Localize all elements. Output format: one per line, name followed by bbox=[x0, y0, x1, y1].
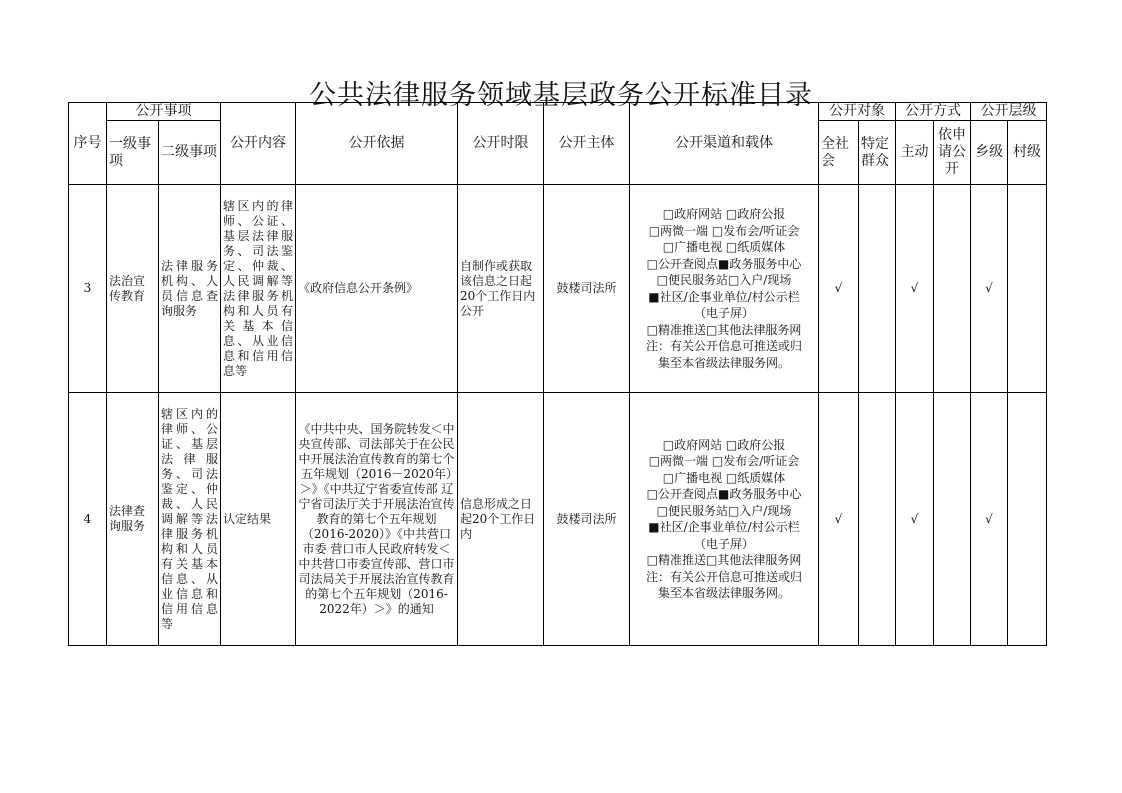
header-subject: 公开主体 bbox=[544, 103, 630, 185]
channel-line: □政府网站 □政府公报 bbox=[662, 207, 786, 221]
header-content: 公开内容 bbox=[221, 103, 296, 185]
channel-line: 注：有关公开信息可推送或归 bbox=[645, 569, 802, 584]
header-audience-group: 公开对象 bbox=[819, 103, 896, 121]
header-seq: 序号 bbox=[69, 103, 107, 185]
check-mode-active: √ bbox=[896, 185, 934, 393]
row-seq: 4 bbox=[69, 393, 107, 646]
row-level1: 法治宣传教育 bbox=[107, 185, 159, 393]
row-channels bbox=[630, 393, 819, 646]
check-audience-all: √ bbox=[819, 185, 859, 393]
check-level-village bbox=[1008, 393, 1047, 646]
header-mode-apply: 依申请公开 bbox=[934, 121, 971, 185]
row-content: 认定结果 bbox=[221, 393, 296, 646]
channel-line: □广播电视 □纸质媒体 bbox=[662, 470, 786, 485]
channel-line: □便民服务站□入户/现场 bbox=[656, 273, 792, 287]
header-group-row bbox=[69, 103, 1047, 121]
row-time-limit: 信息形成之日起20个工作日内 bbox=[458, 393, 544, 646]
header-time-limit: 公开时限 bbox=[458, 103, 544, 185]
channel-line: □广播电视 □纸质媒体 bbox=[662, 240, 786, 254]
row-seq: 3 bbox=[69, 185, 107, 393]
header-level-township: 乡级 bbox=[971, 121, 1008, 185]
header-level2: 二级事项 bbox=[159, 121, 221, 185]
header-level-group: 公开层级 bbox=[971, 103, 1047, 121]
header-channels: 公开渠道和载体 bbox=[630, 103, 819, 185]
check-level-village bbox=[1008, 185, 1047, 393]
channel-line: ■社区/企事业单位/村公示栏 bbox=[648, 289, 800, 304]
row-basis: 《中共中央、国务院转发＜中央宣传部、司法部关于在公民中开展法治宣传教育的第七个五年规划（2016－2020年）＞》《中共辽宁省委宣传部 辽宁省司法厅关于开展法治宣传教育的第七个五年规划（2016-2020）》《中共营口市委 营口市人民政府转发＜中共营口市委宣传部、营口市司法局关于开展法治宣传教育的第七个五年规划（2016-2022年）＞》的通知 bbox=[296, 393, 458, 646]
header-audience-specific: 特定群众 bbox=[859, 121, 896, 185]
row-subject: 鼓楼司法所 bbox=[544, 185, 630, 393]
channel-line: 集至本省级法律服务网。 bbox=[657, 586, 790, 600]
check-level-township: √ bbox=[971, 393, 1008, 646]
page-title: 公共法律服务领域基层政务公开标准目录 bbox=[309, 80, 813, 111]
row-level2: 法律服务机构、人员信息查询服务 bbox=[159, 185, 221, 393]
check-audience-specific bbox=[859, 185, 896, 393]
header-level1: 一级事项 bbox=[107, 121, 159, 185]
channel-line: 注：有关公开信息可推送或归 bbox=[645, 339, 802, 353]
channel-line: □便民服务站□入户/现场 bbox=[656, 503, 792, 518]
check-audience-all: √ bbox=[819, 393, 859, 646]
channel-line: （电子屏） bbox=[693, 306, 754, 320]
channel-line: □公开查阅点■政务服务中心 bbox=[646, 256, 802, 271]
channel-line: 集至本省级法律服务网。 bbox=[657, 355, 790, 370]
header-mode-group: 公开方式 bbox=[896, 103, 971, 121]
channel-line: □政府网站 □政府公报 bbox=[662, 437, 786, 452]
header-items-group: 公开事项 bbox=[107, 103, 221, 121]
header-level-village: 村级 bbox=[1008, 121, 1047, 185]
channel-line: （电子屏） bbox=[693, 536, 754, 551]
row-channels bbox=[630, 185, 819, 393]
row-time-limit: 自制作或获取该信息之日起20个工作日内公开 bbox=[458, 185, 544, 393]
check-mode-apply bbox=[934, 185, 971, 393]
channel-line: □两微一端 □发布会/听证会 bbox=[648, 223, 800, 238]
row-level2: 辖区内的律师、公证、基层法律服务、司法鉴定、仲裁、人民调解等法律服务机构和人员有关基本信息、从业信息和信用信息等 bbox=[159, 393, 221, 646]
catalog-table bbox=[68, 102, 1047, 646]
channel-line: □精准推送□其他法律服务网 bbox=[646, 322, 802, 337]
channel-line: ■社区/企事业单位/村公示栏 bbox=[648, 520, 800, 534]
header-audience-all: 全社会 bbox=[819, 121, 859, 185]
check-level-township: √ bbox=[971, 185, 1008, 393]
row-basis: 《政府信息公开条例》 bbox=[296, 185, 458, 393]
check-mode-apply bbox=[934, 393, 971, 646]
channel-line: □精准推送□其他法律服务网 bbox=[646, 553, 802, 567]
table-row bbox=[69, 185, 1047, 393]
row-subject: 鼓楼司法所 bbox=[544, 393, 630, 646]
table-row bbox=[69, 393, 1047, 646]
channel-line: □两微一端 □发布会/听证会 bbox=[648, 454, 800, 468]
check-audience-specific bbox=[859, 393, 896, 646]
channel-line: □公开查阅点■政务服务中心 bbox=[646, 487, 802, 501]
row-level1: 法律查询服务 bbox=[107, 393, 159, 646]
check-mode-active: √ bbox=[896, 393, 934, 646]
row-content: 辖区内的律师、公证、基层法律服务、司法鉴定、仲裁、人民调解等法律服务机构和人员有关基本信息、从业信息和信用信息等 bbox=[221, 185, 296, 393]
header-basis: 公开依据 bbox=[296, 103, 458, 185]
header-mode-active: 主动 bbox=[896, 121, 934, 185]
